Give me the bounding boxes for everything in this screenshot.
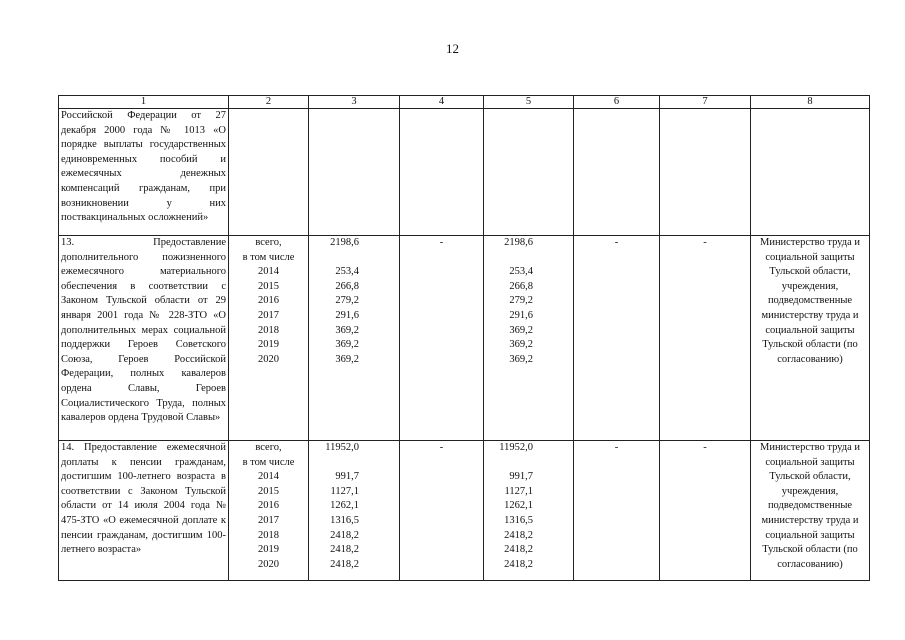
col-header: 6 <box>574 96 660 109</box>
cell-line: 2017 <box>258 514 279 526</box>
col-header: 8 <box>751 96 870 109</box>
cell-line: 2019 <box>258 339 279 351</box>
col-header: 1 <box>59 96 229 109</box>
cell-line: 1262,1 <box>504 500 533 512</box>
cell-line <box>311 251 359 266</box>
program-table <box>58 95 870 581</box>
cell-line: 2019 <box>258 544 279 556</box>
cell-line <box>311 456 359 471</box>
amount-cell <box>309 236 400 441</box>
cell-line: 2015 <box>258 485 279 497</box>
cell-line: 369,2 <box>335 324 359 336</box>
years-cell <box>229 109 309 236</box>
cell-line: 266,8 <box>509 280 533 292</box>
cell-line: 2418,2 <box>504 529 533 541</box>
cell-line: 369,2 <box>335 339 359 351</box>
cell-line: 11952,0 <box>325 442 359 453</box>
cell-line: 2016 <box>258 295 279 307</box>
cell-line <box>486 456 533 471</box>
amount-cell <box>484 236 574 441</box>
cell-line: 2198,6 <box>330 237 359 248</box>
years-cell <box>229 441 309 581</box>
cell-line: 2418,2 <box>330 544 359 556</box>
cell-line: 2418,2 <box>504 544 533 556</box>
cell-line: 291,6 <box>335 309 359 321</box>
table-row <box>59 236 870 441</box>
dash-cell: - <box>574 441 660 581</box>
col-header: 7 <box>660 96 751 109</box>
cell-line: всего, <box>255 442 282 453</box>
cell-line: 279,2 <box>509 295 533 307</box>
cell-line: 2018 <box>258 324 279 336</box>
executor-cell: Министерство труда и социальной защиты Тульской области, учреждения, подведомственные министерству труда и социальной защиты Тульской области (по согласованию) <box>751 236 870 441</box>
cell-line: 369,2 <box>509 353 533 365</box>
cell-line: в том числе <box>242 456 295 468</box>
cell-line: 991,7 <box>509 471 533 483</box>
cell-line: 2418,2 <box>330 558 359 570</box>
col-header: 2 <box>229 96 309 109</box>
table-row <box>59 441 870 581</box>
cell-line: 2020 <box>258 353 279 365</box>
col-header: 4 <box>400 96 484 109</box>
amount-cell <box>309 441 400 581</box>
cell-line: 2418,2 <box>504 558 533 570</box>
cell-line: 253,4 <box>509 266 533 278</box>
col-header: 3 <box>309 96 400 109</box>
amount-cell <box>484 441 574 581</box>
measure-description: 13. Предоставление дополнительного пожизненного ежемесячного материального обеспечения в соответствии с Законом Тульской области от 29 января 2001 года № 228-ЗТО «О дополнительных мерах социальной поддержки Героев Советского Союза, Героев Российской Федерации, полных кавалеров ордена Славы, Героев Социалистического Труда, полных кавалеров ордена Трудовой Славы» <box>59 236 229 441</box>
cell-line <box>486 251 533 266</box>
cell-line: 2018 <box>258 529 279 541</box>
cell-line: 266,8 <box>335 280 359 292</box>
cell-line: 2020 <box>258 558 279 570</box>
col-header: 5 <box>484 96 574 109</box>
cell-line: 2015 <box>258 280 279 292</box>
cell-line: 1127,1 <box>504 485 533 497</box>
cell-line: 2418,2 <box>330 529 359 541</box>
cell-line: 369,2 <box>509 324 533 336</box>
measure-description: Российской Федерации от 27 декабря 2000 года № 1013 «О порядке выплаты государственных единовременных пособий и ежемесячных денежных компенсаций гражданам, при возникновении у них поствакцинальных осложнений» <box>59 109 229 236</box>
cell-line: 2198,6 <box>504 237 533 248</box>
cell-line: 2014 <box>258 266 279 278</box>
cell-line: 2017 <box>258 309 279 321</box>
cell-line: 1262,1 <box>330 500 359 512</box>
dash-cell <box>574 109 660 236</box>
cell-line: 1316,5 <box>504 514 533 526</box>
cell-line: 369,2 <box>509 339 533 351</box>
cell-line: 2016 <box>258 500 279 512</box>
measure-description: 14. Предоставление ежемесячной доплаты к пенсии гражданам, достигшим 100-летнего возраста в соответствии с Законом Тульской области от 14 июля 2004 года № 475-ЗТО «О ежемесячной доплате к пенсии гражданам, достигшим 100-летнего возраста» <box>59 441 229 581</box>
header-row <box>59 96 870 109</box>
cell-line: 253,4 <box>335 266 359 278</box>
dash-cell <box>400 109 484 236</box>
dash-cell <box>660 109 751 236</box>
cell-line: 991,7 <box>335 471 359 483</box>
cell-line: 1127,1 <box>330 485 359 497</box>
dash-cell: - <box>400 236 484 441</box>
cell-line: всего, <box>255 237 282 248</box>
years-cell <box>229 236 309 441</box>
amount-cell <box>484 109 574 236</box>
cell-line: 11952,0 <box>499 442 533 453</box>
table-row <box>59 109 870 236</box>
executor-cell <box>751 109 870 236</box>
cell-line: 2014 <box>258 471 279 483</box>
cell-line: 279,2 <box>335 295 359 307</box>
cell-line: в том числе <box>242 251 295 263</box>
dash-cell: - <box>574 236 660 441</box>
cell-line: 1316,5 <box>330 514 359 526</box>
cell-line: 291,6 <box>509 309 533 321</box>
dash-cell: - <box>660 441 751 581</box>
executor-cell: Министерство труда и социальной защиты Тульской области, учреждения, подведомственные министерству труда и социальной защиты Тульской области (по согласованию) <box>751 441 870 581</box>
amount-cell <box>309 109 400 236</box>
page-number: 12 <box>446 41 459 56</box>
dash-cell: - <box>660 236 751 441</box>
cell-line: 369,2 <box>335 353 359 365</box>
dash-cell: - <box>400 441 484 581</box>
